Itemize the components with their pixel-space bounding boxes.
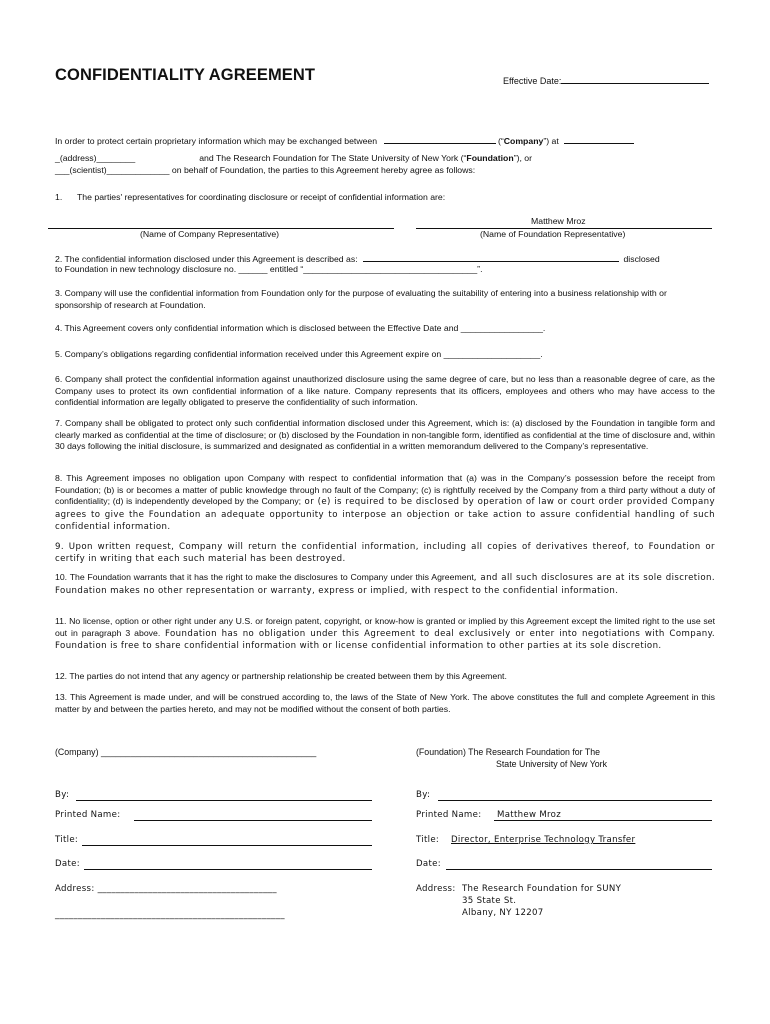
paragraph-13: 13. This Agreement is made under, and will be construed according to, the laws of the State of New York. The above constitutes the full and complete Agreement in this matter by and between the parties hereto, and may not be modified without the consent of both parties. <box>55 692 715 714</box>
company-name-blank[interactable] <box>384 134 496 144</box>
company-title-label: Title: <box>55 835 79 845</box>
paragraph-3: 3. Company will use the confidential information from Foundation only for the purpose of evaluating the suitability of entering into a business relationship with or sponsorship of research at Foundation. <box>55 288 667 310</box>
company-title-line[interactable] <box>82 845 372 846</box>
foundation-address-2: 35 State St. <box>462 896 517 906</box>
foundation-signature-label: (Foundation) The Research Foundation for The <box>416 747 601 757</box>
paragraph-12: 12. The parties do not intend that any agency or partnership relationship be created between them by this Agreement. <box>55 671 507 681</box>
foundation-by-line[interactable] <box>438 800 712 801</box>
paragraph-2-line-1: 2. The confidential information disclosed under this Agreement is described as: disclosed <box>55 254 660 264</box>
paragraph-7: 7. Company shall be obligated to protect only such confidential information disclosed under this Agreement, which is: (a) disclosed by the Foundation in tangible form and clearly marked as confidential at the time of disclosure; or (b) disclosed by the Foundation in non-tangible form, identified as confidential at the time of disclosure and, within 30 days following the initial disclosure, is summarized and designated as confidential in a written memorandum delivered to the Company’s representative. <box>55 418 715 452</box>
foundation-address-label: Address: <box>416 884 456 894</box>
intro-line-2: _(address)________ and The Research Foundation for The State University of New York (“Foundation”), or <box>55 153 533 163</box>
paragraph-6: 6. Company shall protect the confidential information against unauthorized disclosure using the same degree of care, but no less than a reasonable degree of care, as the Company uses to protect its own confidential information of a like nature. Company represents that its officers, employees and others who may have access to the confidential information are legally obligated to preserve the confidentiality of such information. <box>55 374 715 408</box>
foundation-printed-name-value: Matthew Mroz <box>497 810 562 820</box>
paragraph-9: 9. Upon written request, Company will return the confidential information, including all copies of derivatives thereof, to Foundation or certify in writing that each such material has been destroyed. <box>55 542 715 564</box>
company-name-line[interactable]: ____________________________________________ <box>100 747 317 757</box>
company-printed-name-label: Printed Name: <box>55 810 121 820</box>
effective-date <box>503 74 709 86</box>
company-defined-term: Company <box>503 136 544 146</box>
foundation-title-label: Title: <box>416 835 440 845</box>
paragraph-10: 10. The Foundation warrants that it has the right to make the disclosures to Company under this Agreement, and all such disclosures are at its sole discretion. Foundation makes no other representation or warranty, express or implied, with respect to the confidential information. <box>55 572 715 596</box>
company-address-line-1[interactable]: _______________________________________ <box>97 884 277 894</box>
foundation-rep-label: (Name of Foundation Representative) <box>480 229 626 239</box>
company-printed-name-line[interactable] <box>134 820 372 821</box>
foundation-defined-term: Foundation <box>466 153 514 163</box>
effective-date-blank[interactable] <box>561 74 709 84</box>
foundation-rep-name: Matthew Mroz <box>531 216 586 226</box>
paragraph-11: 11. No license, option or other right under any U.S. or foreign patent, copyright, or know-how is granted or implied by this Agreement except the limited right to the use set out in paragraph 3 above. Foundation has no obligation under this Agreement to deal exclusively or enter into negotiations with Company. Foundation is free to share confidential information with or license confidential information to other parties at its sole discretion. <box>55 616 716 652</box>
company-address-line-2[interactable]: __________________________________________________ <box>55 910 285 920</box>
company-date-line[interactable] <box>84 869 372 870</box>
foundation-signature-label-2: State University of New York <box>496 759 607 769</box>
document-title: CONFIDENTIALITY AGREEMENT <box>55 66 316 84</box>
company-date-label: Date: <box>55 859 80 869</box>
foundation-printed-name-label: Printed Name: <box>416 810 482 820</box>
paragraph-5: 5. Company’s obligations regarding confidential information received under this Agreement expire on ____________________. <box>55 349 543 359</box>
effective-date-label: Effective Date: <box>503 76 562 86</box>
foundation-by-label: By: <box>416 790 431 800</box>
address-blank: _(address)________ <box>55 153 136 163</box>
paragraph-4: 4. This Agreement covers only confidential information which is disclosed between the Effective Date and _________________. <box>55 323 546 333</box>
paragraph-2-line-2: to Foundation in new technology disclosure no. ______ entitled “____________________________________”. <box>55 264 483 274</box>
description-blank[interactable] <box>363 252 619 262</box>
company-signature-label: (Company) ____________________________________________ <box>55 747 317 757</box>
foundation-printed-name-line <box>494 820 712 821</box>
foundation-date-line[interactable] <box>446 869 712 870</box>
paragraph-1: The parties' representatives for coordinating disclosure or receipt of confidential information are: <box>77 192 446 202</box>
company-address-label: Address: _______________________________________ <box>55 884 277 894</box>
paragraph-8: 8. This Agreement imposes no obligation upon Company with respect to confidential information that (a) was in the Company’s possession before the receipt from Foundation; (b) is or becomes a matter of public knowledge through no fault of the Company; (c) is rightfully received by the Company from a third party without a duty of confidentiality; (d) is independently developed by the Company; or (e) is required to be disclosed by operation of law or court order provided Company agrees to give the Foundation an adequate opportunity to interpose an objection or take action to assure confidential handling of such confidential information. <box>55 473 715 533</box>
intro-line-3: ___(scientist)_____________ on behalf of Foundation, the parties to this Agreement hereby agree as follows: <box>55 165 476 175</box>
foundation-address-1: The Research Foundation for SUNY <box>462 884 622 894</box>
company-by-label: By: <box>55 790 70 800</box>
foundation-title-value: Director, Enterprise Technology Transfer <box>451 835 636 845</box>
company-by-line[interactable] <box>76 800 372 801</box>
company-rep-label: (Name of Company Representative) <box>140 229 280 239</box>
foundation-date-label: Date: <box>416 859 441 869</box>
foundation-address-3: Albany, NY 12207 <box>462 908 544 918</box>
intro-line-1: In order to protect certain proprietary information which may be exchanged between (“Company”) at <box>55 134 634 148</box>
company-location-blank[interactable] <box>564 134 634 144</box>
paragraph-1-number: 1. <box>55 192 63 202</box>
